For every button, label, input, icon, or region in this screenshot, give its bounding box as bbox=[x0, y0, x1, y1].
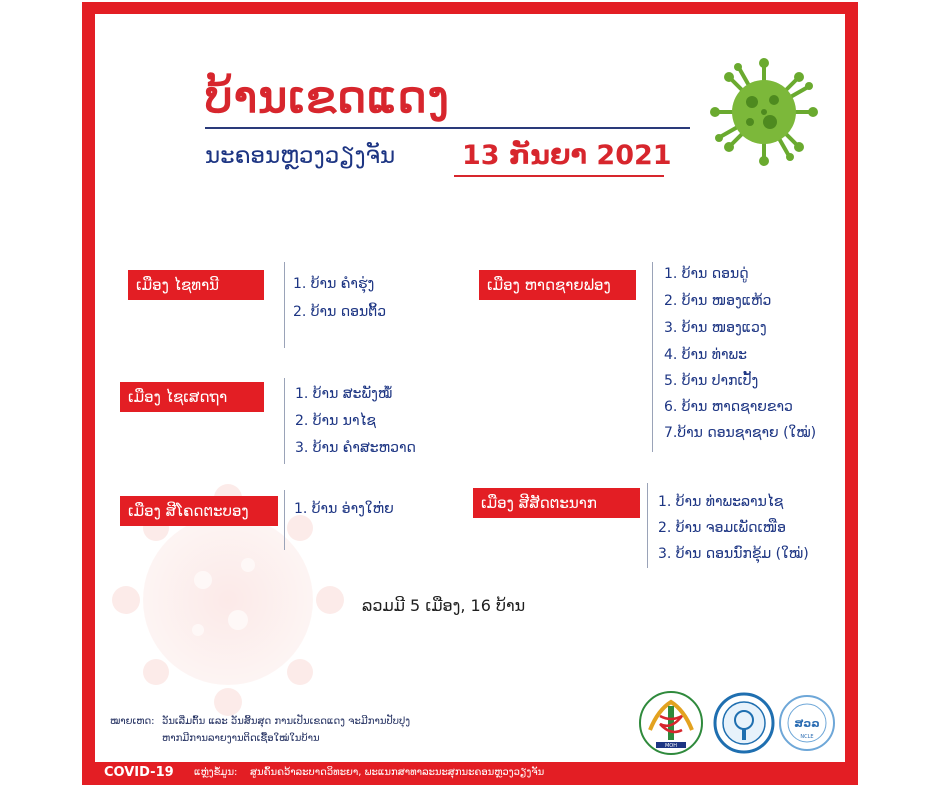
frame-right-border bbox=[845, 2, 858, 785]
bracket-line bbox=[284, 262, 285, 348]
bracket-line bbox=[284, 490, 285, 550]
district-label-sisattanak: ເມືອງ ສີສັດຕະນາກ bbox=[473, 488, 640, 518]
village-item: 5. ບ້ານ ປາກເປັ້ງ bbox=[664, 373, 759, 389]
ministry-health-logo-icon bbox=[638, 690, 704, 756]
village-item: 6. ບ້ານ ຫາດຊາຍຂາວ bbox=[664, 399, 793, 415]
note-label: ໝາຍເຫດ: bbox=[110, 716, 155, 727]
note-line-1: ວັນເລີ່ມຕົ້ນ ແລະ ວັນສິ້ນສຸດ ການເປັນເຂດແດງ ຈະມີການປັບປຸງ bbox=[162, 716, 411, 727]
village-item: 7.ບ້ານ ດອນຊາຊາຍ (ໃໝ່) bbox=[664, 425, 817, 441]
subtitle-city: ນະຄອນຫຼວງວຽງຈັນ bbox=[205, 143, 396, 169]
footer-source-label: ແຫຼ່ງຂໍ້ມູນ: bbox=[194, 767, 238, 778]
date-label: 13 ກັນຍາ 2021 bbox=[462, 140, 672, 171]
bracket-line bbox=[652, 262, 653, 452]
village-item: 3. ບ້ານ ຄໍາສະຫວາດ bbox=[295, 440, 416, 456]
district-label-xaythany: ເມືອງ ໄຊທານີ bbox=[128, 270, 264, 300]
district-label-sikhottabong: ເມືອງ ສີໂຄດຕະບອງ bbox=[120, 496, 278, 526]
virus-icon bbox=[708, 56, 820, 168]
district-label-xaysettha: ເມືອງ ໄຊເສດຖາ bbox=[120, 382, 264, 412]
total-summary: ລວມມີ 5 ເມືອງ, 16 ບ້ານ bbox=[362, 596, 526, 615]
village-item: 3. ບ້ານ ໜອງແວງ bbox=[664, 320, 767, 336]
nclc-logo-caption: NCLE bbox=[800, 734, 814, 740]
title-underline bbox=[205, 127, 690, 129]
village-item: 3. ບ້ານ ດອນນົກຂຸ້ມ (ໃໝ່) bbox=[658, 546, 809, 562]
village-item: 2. ບ້ານ ດອນຕິ້ວ bbox=[293, 304, 387, 320]
footer-covid-tag: COVID-19 bbox=[104, 765, 174, 780]
village-item: 4. ບ້ານ ທ່າພະ bbox=[664, 347, 747, 363]
page-title: ບ້ານເຂດແດງ bbox=[205, 72, 450, 123]
bracket-line bbox=[284, 378, 285, 464]
frame-top-border bbox=[82, 2, 858, 14]
nclc-logo-text: ສວລ bbox=[794, 717, 820, 730]
village-item: 1. ບ້ານ ດອນດູ່ bbox=[664, 266, 749, 282]
village-item: 2. ບ້ານ ໜອງແຫ້ວ bbox=[664, 293, 772, 309]
nclc-logo-icon bbox=[778, 694, 836, 752]
date-underline bbox=[454, 175, 664, 177]
village-item: 1. ບ້ານ ຄໍາຮຸ່ງ bbox=[293, 276, 375, 292]
village-item: 2. ບ້ານ ຈອມເພັດເໜືອ bbox=[658, 520, 786, 536]
village-item: 2. ບ້ານ ນາໄຊ bbox=[295, 413, 376, 429]
village-item: 1. ບ້ານ ອ່າງໃຫ່ຍ bbox=[294, 501, 394, 517]
epidemiology-center-logo-icon bbox=[713, 692, 775, 754]
footer-source-text: ສູນຄົ້ນຄວ້າລະບາດວິທະຍາ, ພະແນກສາທາລະນະສຸກນະຄອນຫຼວງວຽງຈັນ bbox=[250, 767, 545, 778]
district-label-hadxayfong: ເມືອງ ຫາດຊາຍຟອງ bbox=[479, 270, 636, 300]
bracket-line bbox=[647, 483, 648, 568]
village-item: 1. ບ້ານ ສະພັງໝໍ້ bbox=[295, 386, 393, 402]
frame-corner-notch bbox=[95, 14, 135, 54]
frame-left-border bbox=[82, 2, 95, 785]
ministry-logo-caption: MOH bbox=[664, 743, 678, 749]
note-line-2: ຫາກມີການລາຍງານຕິດເຊື້ອໃໝ່ໃນບ້ານ bbox=[162, 733, 320, 744]
village-item: 1. ບ້ານ ທ່າພະລານໄຊ bbox=[658, 494, 784, 510]
